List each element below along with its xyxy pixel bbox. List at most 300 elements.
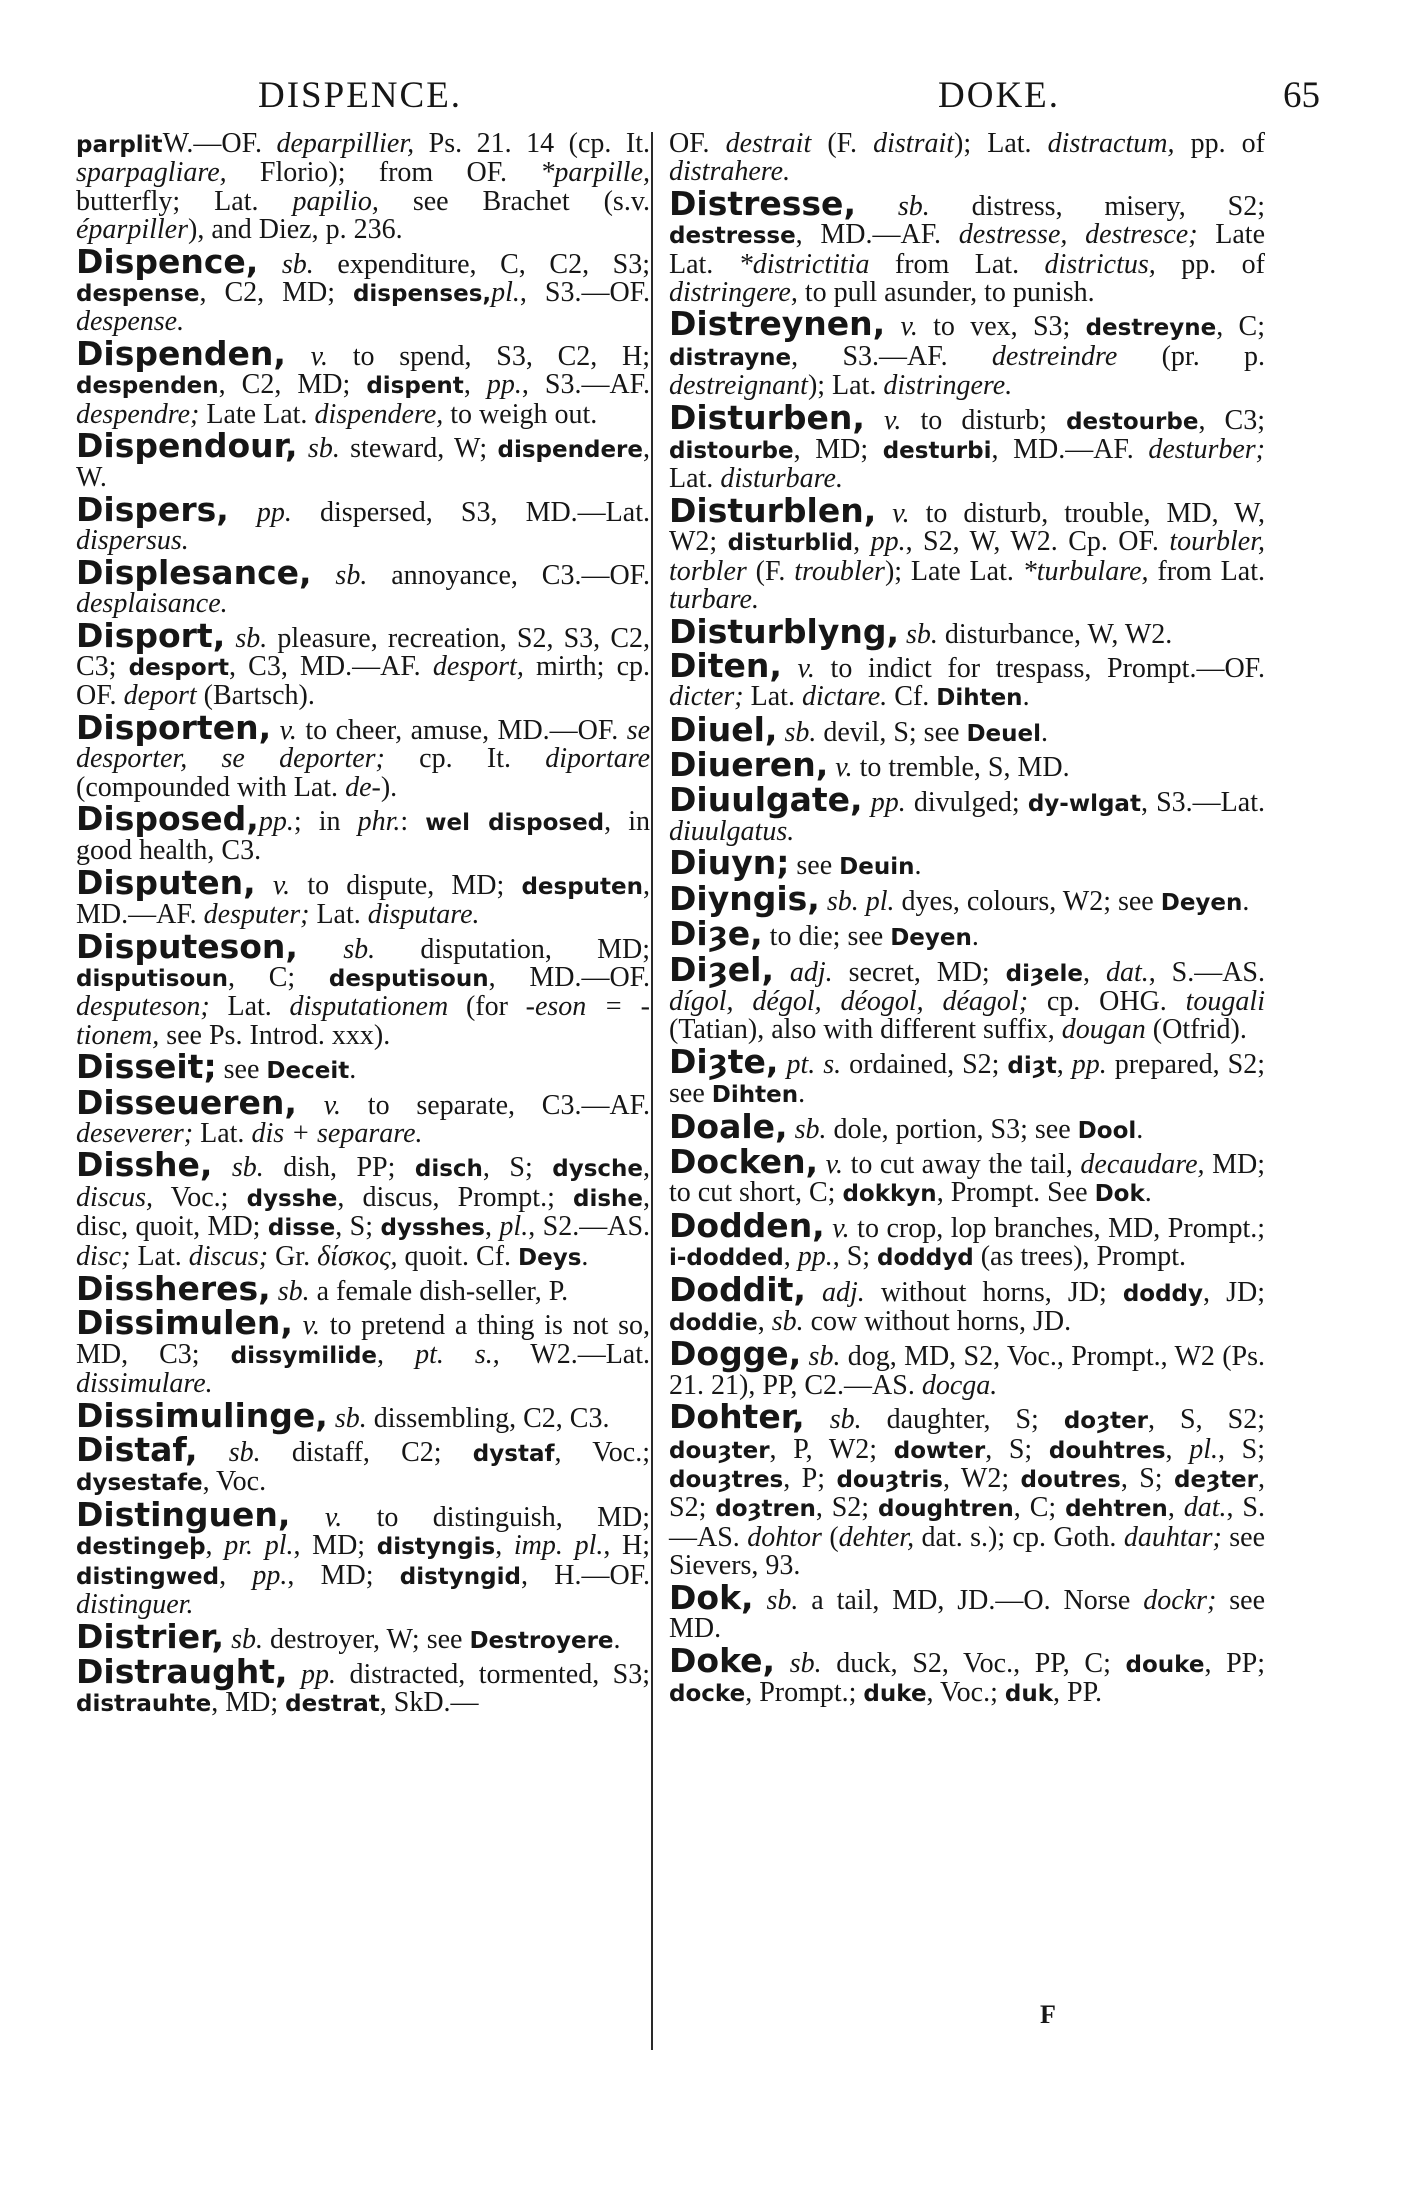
variant-form: destresse [669, 223, 796, 250]
entry-text: , C2, MD; [218, 369, 367, 401]
entry-text [865, 405, 884, 436]
dictionary-entry [76, 552, 651, 620]
entry-text: , Prompt.; [745, 1676, 864, 1708]
page-number: 65 [1283, 75, 1320, 116]
italic-text: v. [279, 714, 297, 746]
entry-text [801, 1341, 808, 1372]
entry-text: to crop, lop branches, MD, Prompt.; [849, 1212, 1266, 1244]
italic-text: sb. [231, 1623, 263, 1655]
entry-text [258, 249, 282, 280]
entry-text: , W2; [942, 1463, 1021, 1495]
entry-text: annoyance, C3.—OF. [367, 559, 651, 591]
variant-form: disputisoun [76, 965, 228, 992]
header-right-word: DOKE. [938, 75, 1061, 116]
headword: Distinguen, [76, 1494, 291, 1534]
entry-text: , in good health, C3. [76, 805, 651, 867]
headword: Dok, [669, 1577, 754, 1617]
italic-text: pp. [870, 526, 906, 558]
italic-text: imp. pl. [513, 1530, 604, 1562]
variant-form: Deceit [266, 1058, 350, 1085]
variant-form: distyngid [399, 1563, 521, 1590]
dictionary-entry [669, 1397, 1266, 1582]
entry-text: cp. OHG. [1028, 985, 1186, 1017]
italic-text: se desporter, se deporter; [76, 714, 651, 775]
entry-text: see [789, 850, 840, 882]
headword: Disputeson, [76, 926, 298, 966]
variant-form: dehtren [1065, 1496, 1168, 1523]
entry-text: , [495, 1530, 514, 1562]
variant-form: dysche [552, 1156, 643, 1183]
entry-text: , [205, 1530, 225, 1562]
italic-text: papilio, [292, 185, 379, 217]
italic-text: sb. [784, 716, 817, 748]
entry-text: see Sievers, 93. [669, 1521, 1265, 1582]
headword: Dissimulen, [76, 1303, 293, 1343]
variant-form: douȝter [669, 1437, 770, 1464]
dictionary-entry [669, 611, 1265, 651]
italic-text: sb. pl. [826, 885, 895, 917]
italic-text: decaudare, [1080, 1149, 1205, 1180]
italic-text: pp. [797, 1241, 833, 1273]
entry-text: : [400, 805, 426, 837]
italic-text: adj. [789, 956, 833, 988]
italic-text: sb. [281, 248, 314, 280]
entry-text: (compounded with Lat. [76, 771, 346, 803]
entry-text: , MD.—OF. [488, 961, 650, 993]
headword: Diuyn; [669, 843, 790, 883]
entry-text: Late Lat. [199, 398, 315, 430]
dictionary-entry [669, 1205, 1266, 1273]
entry-text: pp. of [1174, 128, 1265, 159]
variant-form: duk [1004, 1680, 1053, 1707]
italic-text: dispersus. [76, 525, 189, 557]
dictionary-entry [669, 645, 1265, 713]
italic-text: destreignant [669, 370, 808, 402]
dictionary-entry [76, 1616, 650, 1656]
entry-text: , S; [1120, 1463, 1175, 1495]
entry-text: , C3; [1198, 404, 1266, 436]
entry-text: , C; [1013, 1492, 1066, 1524]
entry-text [876, 498, 892, 529]
entry-text: , MD; [793, 434, 883, 466]
headword: Diueren, [669, 745, 829, 785]
italic-text: dicter; [669, 681, 744, 713]
italic-text: discus, [76, 1181, 153, 1213]
headword: Diȝel, [669, 949, 774, 989]
entry-text [328, 1403, 335, 1434]
italic-text: sb. [228, 1437, 261, 1469]
headword: Distreynen, [669, 304, 886, 344]
italic-text: distrait [873, 128, 955, 159]
italic-text: troubler [794, 555, 885, 587]
italic-text: destrait [725, 128, 812, 159]
entry-text [197, 1437, 228, 1468]
dictionary-entry [669, 397, 1266, 495]
entry-text: Gr. [268, 1240, 318, 1272]
entry-text: (Otfrid). [1145, 1014, 1247, 1046]
italic-text: pp. [486, 369, 522, 401]
entry-text [885, 311, 900, 342]
entry-text: (Bartsch). [196, 680, 315, 712]
italic-text: disputare. [367, 899, 480, 931]
entry-text: , [757, 1306, 772, 1338]
entry-text: to pretend a thing is not so, MD, C3; [76, 1310, 651, 1370]
variant-form: dissymilide [230, 1342, 378, 1369]
entry-text [286, 341, 311, 372]
variant-form: destingeþ [76, 1534, 206, 1561]
dictionary-entry [669, 1577, 1265, 1645]
italic-text: destreindre [991, 340, 1118, 372]
entry-text: to vex, S3; [917, 311, 1086, 343]
variant-form: distyngis [376, 1534, 496, 1561]
italic-text: desputeson; [76, 991, 210, 1023]
headword: Disport, [76, 615, 226, 655]
italic-text: disputationem [289, 991, 449, 1023]
entry-text [899, 619, 906, 650]
entry-text: , [853, 526, 871, 558]
entry-text [754, 1585, 767, 1616]
headword: Disshe, [76, 1145, 213, 1185]
variant-form: doȝtren [715, 1496, 816, 1523]
entry-text [775, 1648, 790, 1679]
variant-form: duke [863, 1680, 927, 1707]
entry-text: , MD; [287, 1559, 400, 1591]
entry-text: a female dish-seller, P. [309, 1276, 569, 1308]
column-rule [651, 132, 653, 2050]
headword: Diȝte, [669, 1041, 779, 1081]
italic-text: -eson = -tionem, [76, 991, 650, 1051]
variant-form: disch [414, 1156, 483, 1183]
variant-form: doutres [1020, 1467, 1121, 1494]
entry-text: , H.—OF. [520, 1559, 650, 1591]
italic-text: pp. [870, 786, 906, 818]
entry-text: , [377, 1338, 416, 1370]
entry-text [229, 497, 257, 528]
italic-text: diuulgatus. [669, 815, 795, 847]
entry-text: ); Lat. [807, 370, 884, 402]
variant-form: desturbi [882, 438, 992, 465]
headword: Diten, [669, 645, 782, 685]
entry-text: , C2, MD; [199, 277, 353, 309]
entry-text: ); Lat. [954, 128, 1048, 159]
dictionary-entry [669, 1640, 1266, 1709]
entry-text: , S.—AS. [1148, 956, 1265, 988]
entry-text: Lat. [193, 1118, 252, 1149]
dictionary-entry [76, 1494, 651, 1621]
entry-text [818, 1149, 826, 1180]
headword: Diuulgate, [669, 779, 863, 819]
italic-text: dis + separare. [251, 1118, 423, 1149]
italic-text: v. [900, 311, 918, 343]
italic-text: disturbare. [720, 463, 843, 495]
italic-text: pp. [252, 1559, 288, 1591]
italic-text: v. [797, 652, 815, 684]
variant-form: deȝter [1174, 1467, 1258, 1494]
entry-text: , P; [783, 1463, 837, 1495]
dictionary-entry [669, 843, 1265, 883]
entry-text: , Voc. [202, 1466, 267, 1498]
italic-text: *turbulare, [1022, 555, 1149, 587]
variant-form: Dool [1077, 1117, 1137, 1144]
header-left-word: DISPENCE. [258, 75, 463, 116]
entry-text: , S3.—AF. [791, 340, 992, 372]
variant-form: parplit [76, 132, 163, 158]
dictionary-entry [76, 1395, 650, 1435]
entry-text: , [643, 1152, 650, 1184]
entry-text: dog, MD, S2, Voc., Prompt., W2 (Ps. 21. 21), PP, C2.—AS. [669, 1341, 1265, 1401]
entry-text: dyes, colours, W2; see [894, 885, 1161, 917]
entry-text: . [581, 1240, 589, 1272]
italic-text: pp. [301, 1658, 337, 1690]
dictionary-entry [669, 779, 1265, 847]
entry-text: . [914, 850, 922, 882]
dictionary-entry [669, 490, 1265, 616]
headword: Disseueren, [76, 1082, 297, 1122]
entry-text [774, 957, 790, 988]
entry-text: to disturb; [901, 404, 1067, 436]
italic-text: sb. [897, 190, 930, 222]
italic-text: dauhtar; [1123, 1521, 1222, 1553]
entry-text: , PP; [1204, 1647, 1266, 1679]
italic-text: sb. [335, 559, 368, 591]
italic-text: deparpillier, [276, 128, 415, 159]
italic-text: dougan [1061, 1014, 1146, 1046]
entry-text: expenditure, C, C2, S3; [313, 248, 650, 280]
entry-text: to separate, C3.—AF. [341, 1089, 651, 1121]
variant-form: destourbe [1066, 408, 1199, 435]
variant-form: Destroyere [469, 1627, 614, 1654]
entry-text: to weigh out. [443, 398, 598, 430]
entry-text: dispersed, S3, MD.—Lat. [291, 496, 650, 528]
italic-text: *districtitia [738, 248, 870, 280]
entry-text: mirth; cp. OF. [76, 650, 650, 712]
italic-text: phr. [357, 805, 401, 837]
variant-form: distingwed [76, 1563, 220, 1590]
headword: Diuel, [669, 709, 778, 749]
entry-text [788, 1114, 795, 1145]
entry-text: a tail, MD, JD.—O. Norse [798, 1584, 1144, 1616]
entry-text: dissembling, C2, C3. [366, 1402, 610, 1434]
entry-text: Florio); from OF. [226, 157, 541, 189]
variant-form: dysshes [380, 1215, 485, 1242]
entry-text: , S; [985, 1433, 1049, 1465]
entry-text: , MD; [211, 1687, 286, 1719]
entry-text: pleasure, recreation, S2, S3, C2, C3; [76, 622, 650, 682]
entry-text [312, 560, 336, 591]
headword: Dispenden, [76, 333, 286, 373]
entry-text: see MD. [669, 1584, 1265, 1645]
italic-text: pp. [1071, 1048, 1107, 1080]
italic-text: discus; [188, 1240, 269, 1272]
entry-text: , S2; [815, 1492, 878, 1524]
entry-text: distaff, C2; [260, 1437, 473, 1469]
entry-text [288, 1659, 301, 1690]
entry-text [856, 191, 898, 222]
entry-text: , S; [335, 1211, 381, 1243]
variant-form: douhtres [1048, 1437, 1166, 1464]
entry-text: without horns, JD; [864, 1276, 1123, 1308]
entry-text: to dispute, MD; [290, 869, 522, 901]
entry-text: , C; [228, 961, 329, 993]
headword: Disposed, [76, 798, 259, 838]
entry-text [863, 787, 871, 818]
italic-text: v. [884, 404, 902, 436]
variant-form: Dok [1094, 1181, 1145, 1208]
entry-text: , S.—AS. [669, 1492, 1265, 1553]
entry-text: to cut away the tail, [843, 1149, 1081, 1180]
variant-form: dowter [893, 1437, 986, 1464]
headword: Dodden, [669, 1205, 825, 1245]
italic-text: sparpagliare, [76, 157, 227, 189]
italic-text: sb. [231, 1152, 264, 1184]
entry-text: destroyer, W; see [262, 1623, 470, 1655]
entry-text: , discus, Prompt.; [337, 1181, 573, 1213]
entry-text [271, 1276, 278, 1307]
headword: Disseit; [76, 1047, 217, 1087]
dictionary-entry [669, 304, 1265, 402]
italic-text: dispendere, [314, 398, 444, 430]
italic-text: sb. [829, 1404, 862, 1436]
italic-text: dissimulare. [76, 1368, 213, 1400]
italic-text: desplaisance. [76, 588, 228, 620]
entry-text: cp. It. [384, 743, 546, 775]
variant-form: doddy [1122, 1280, 1204, 1307]
italic-text: distrahere. [669, 156, 791, 188]
entry-text: duck, S2, Voc., PP, C; [821, 1647, 1126, 1679]
entry-text [290, 1502, 324, 1533]
italic-text: v. [892, 497, 910, 529]
entry-text: disputation, MD; [375, 933, 650, 965]
headword: Disturblyng, [669, 611, 899, 651]
variant-form: dysshe [246, 1185, 338, 1212]
variant-form: doȝter [1063, 1408, 1149, 1435]
entry-text: . [349, 1054, 357, 1086]
entry-text: , Voc.; [926, 1676, 1005, 1708]
entry-text: to indict for trespass, Prompt.—OF. [814, 652, 1265, 684]
dictionary-entry [669, 130, 1265, 187]
headword: Distraught, [76, 1651, 288, 1691]
italic-text: desputer; [203, 899, 310, 931]
entry-text: , disc, quoit, MD; [76, 1181, 650, 1243]
italic-text: distringere. [883, 370, 1013, 402]
entry-text: divulged; [905, 786, 1028, 818]
entry-text: . [798, 1078, 806, 1110]
entry-text: distress, misery, S2; [929, 190, 1265, 222]
headword: Dispers, [76, 489, 229, 529]
entry-text: (as trees), Prompt. [973, 1241, 1186, 1273]
entry-text: disturbance, W, W2. [937, 618, 1173, 650]
entry-text: , S; [1217, 1433, 1266, 1465]
variant-form: dispenses, [352, 281, 492, 308]
italic-text: sb. [771, 1306, 804, 1338]
entry-text [256, 870, 273, 901]
entry-text: ordained, S2; [841, 1048, 1008, 1080]
entry-text: , [1167, 1492, 1184, 1524]
entry-text: pp. of [1155, 248, 1266, 280]
italic-text: docga. [921, 1369, 998, 1401]
italic-text: pr. pl. [224, 1530, 294, 1562]
dictionary-entry [669, 1106, 1265, 1146]
entry-text [298, 934, 343, 965]
dictionary-entry [76, 926, 650, 1051]
entry-text [271, 715, 279, 746]
entry-text [212, 1152, 231, 1183]
entry-text: , MD.—AF. [76, 869, 650, 931]
italic-text: dehter, [838, 1521, 915, 1553]
italic-text: δίσκος, [317, 1240, 398, 1272]
italic-text: v. [825, 1149, 844, 1180]
italic-text: tourbler, torbler [669, 526, 1265, 587]
variant-form: dystaf [472, 1441, 555, 1468]
italic-text: pl. [491, 277, 520, 309]
entry-text: , P, W2; [769, 1433, 894, 1465]
italic-text: sb. [235, 622, 268, 654]
entry-text: , S3.—Lat. [1140, 786, 1265, 818]
variant-form: wel disposed [425, 809, 605, 836]
entry-text [298, 433, 308, 464]
dictionary-entry [76, 1303, 651, 1400]
dictionary-entry [76, 241, 651, 338]
entry-text: to pull asunder, to punish. [797, 277, 1095, 309]
entry-text: see [216, 1054, 267, 1086]
entry-text: , S3.—AF. [521, 369, 651, 401]
dictionary-entry [76, 615, 650, 712]
entry-text: , JD; [1203, 1276, 1265, 1308]
italic-text: sb. [766, 1584, 799, 1616]
entry-text [225, 623, 235, 654]
entry-text: , H; [603, 1530, 651, 1562]
dictionary-entry [76, 489, 650, 557]
entry-text: (F. [746, 555, 795, 587]
headword: Diȝe, [669, 914, 763, 954]
dictionary-entry [669, 745, 1265, 785]
entry-text: to die; see [762, 921, 891, 953]
entry-text: Lat. [669, 463, 721, 495]
headword: Doale, [669, 1106, 788, 1146]
entry-text: prepared, S2; see [669, 1048, 1265, 1110]
entry-text [805, 1404, 830, 1435]
variant-form: dispent [366, 373, 464, 400]
entry-text: (F. [811, 128, 874, 159]
variant-form: Deys [518, 1244, 582, 1271]
entry-text: cow without horns, JD. [803, 1306, 1072, 1338]
italic-text: disc; [76, 1240, 131, 1272]
variant-form: Deyen [1160, 889, 1243, 916]
italic-text: sb. [307, 433, 340, 465]
entry-text: , PP. [1053, 1676, 1103, 1708]
variant-form: dispendere [497, 437, 643, 464]
italic-text: v. [323, 1089, 342, 1121]
entry-text: Lat. [743, 681, 802, 713]
variant-form: Deuin [839, 854, 915, 881]
italic-text: desturber; [1148, 434, 1265, 466]
variant-form: destreyne [1085, 315, 1217, 342]
entry-text: W.—OF. [162, 128, 277, 159]
entry-text: , S; [482, 1152, 553, 1184]
italic-text: dictare. [801, 681, 888, 713]
headword: Docken, [669, 1142, 819, 1181]
headword: Disturben, [669, 397, 865, 437]
variant-form: destrat [285, 1691, 380, 1718]
headword: Dogge, [669, 1334, 802, 1374]
headword: Diyngis, [669, 878, 820, 918]
variant-form: distourbe [669, 438, 794, 465]
headword: Displesance, [76, 552, 312, 592]
entry-text: , [783, 1241, 798, 1273]
headword: Doke, [669, 1640, 776, 1680]
variant-form: dy-wlgat [1027, 790, 1141, 817]
entry-text [293, 1310, 303, 1341]
